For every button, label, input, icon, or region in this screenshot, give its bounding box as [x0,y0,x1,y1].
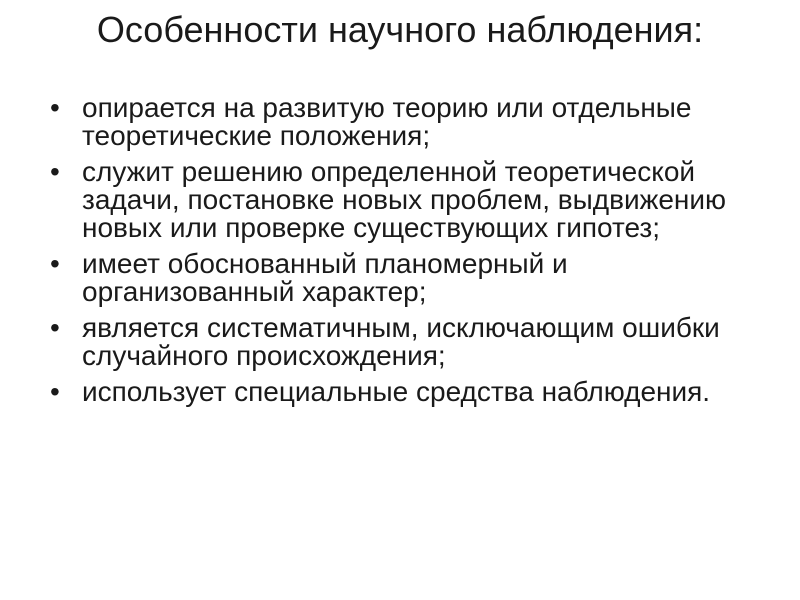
bullet-item [48,94,768,150]
bullet-icon: • [50,248,60,279]
bullet-item [48,314,768,370]
bullet-icon: • [50,376,60,407]
bullet-item [48,250,768,306]
bullet-list [48,94,768,414]
bullet-text: служит решению определенной теоретической задачи, постановке новых проблем, выдвижению новых или проверке существующих гипотез; [82,156,727,243]
bullet-icon: • [50,92,60,123]
bullet-item [48,158,768,242]
bullet-text: является систематичным, исключающим ошибки случайного происхождения; [82,312,720,371]
slide-title: Особенности научного наблюдения: [96,9,704,50]
bullet-text: использует специальные средства наблюдения. [82,376,711,407]
bullet-text: имеет обоснованный планомерный и организованный характер; [82,248,568,307]
bullet-text: опирается на развитую теорию или отдельные теоретические положения; [82,92,692,151]
bullet-item [48,378,768,406]
bullet-icon: • [50,312,60,343]
bullet-icon: • [50,156,60,187]
